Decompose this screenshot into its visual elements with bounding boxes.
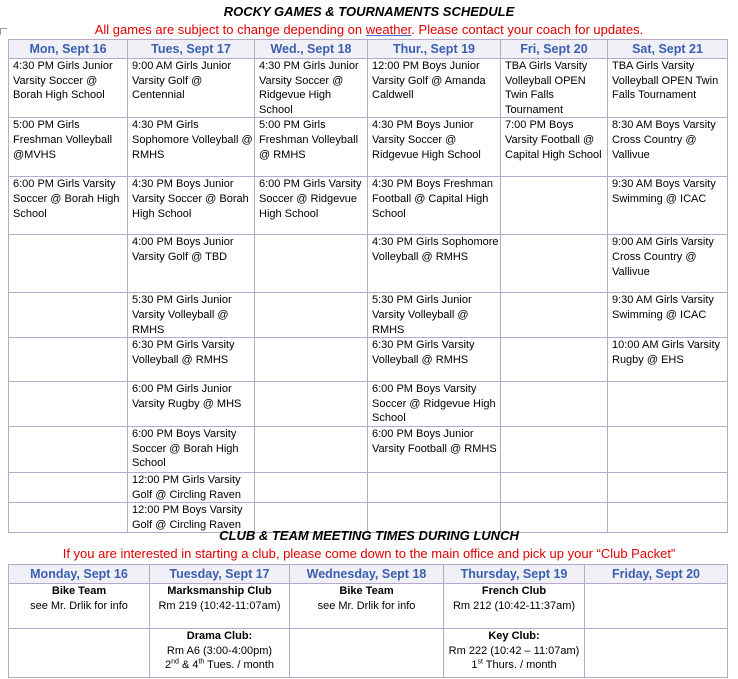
club-cell bbox=[290, 584, 444, 629]
schedule-row bbox=[9, 118, 728, 177]
games-schedule-table bbox=[8, 39, 728, 533]
schedule-row bbox=[9, 382, 728, 427]
game-cell bbox=[501, 472, 608, 502]
game-cell bbox=[255, 382, 368, 427]
club-name: Bike Team bbox=[339, 585, 394, 597]
club-cell bbox=[290, 629, 444, 678]
club-name: Drama Club: bbox=[186, 630, 253, 642]
schedule-row bbox=[9, 472, 728, 502]
game-cell bbox=[501, 235, 608, 293]
game-cell bbox=[501, 426, 608, 472]
clubs-row bbox=[9, 629, 728, 678]
game-cell bbox=[501, 177, 608, 235]
clubs-subtitle: If you are interested in starting a club, please come down to the main office and pick up your “Club Packet” bbox=[62, 546, 676, 561]
subtitle-link-word: weather bbox=[365, 22, 412, 37]
club-cell bbox=[9, 629, 150, 678]
game-cell: 5:00 PM Girls Freshman Volleyball @ RMHS bbox=[255, 118, 368, 177]
game-cell bbox=[368, 472, 501, 502]
schedule-subtitle bbox=[0, 22, 738, 37]
ordinal-number: & 4 bbox=[178, 659, 199, 671]
club-meetings-table bbox=[8, 564, 728, 678]
game-cell: 4:30 PM Girls Junior Varsity Soccer @ Ridgevue High School bbox=[255, 59, 368, 118]
club-day-header: Friday, Sept 20 bbox=[585, 565, 728, 584]
club-frequency bbox=[152, 658, 287, 673]
game-cell bbox=[608, 382, 728, 427]
schedule-row bbox=[9, 59, 728, 118]
game-cell: 6:00 PM Girls Varsity Soccer @ Ridgevue High School bbox=[255, 177, 368, 235]
schedule-header-row bbox=[9, 40, 728, 59]
game-cell: 9:00 AM Girls Varsity Cross Country @ Vallivue bbox=[608, 235, 728, 293]
game-cell: 4:30 PM Girls Sophomore Volleyball @ RMHS bbox=[128, 118, 255, 177]
clubs-header-row bbox=[9, 565, 728, 584]
game-cell bbox=[255, 293, 368, 338]
game-cell: 9:30 AM Girls Varsity Swimming @ ICAC bbox=[608, 293, 728, 338]
day-header: Mon, Sept 16 bbox=[9, 40, 128, 59]
subtitle-text-end: . Please contact your coach for updates. bbox=[411, 22, 644, 37]
schedule-row bbox=[9, 338, 728, 382]
club-detail: Rm A6 (3:00-4:00pm) bbox=[166, 644, 273, 657]
game-cell bbox=[608, 472, 728, 502]
game-cell: 12:00 PM Girls Varsity Golf @ Circling Raven bbox=[128, 472, 255, 502]
ordinal-number: 1 bbox=[471, 659, 478, 671]
game-cell bbox=[501, 293, 608, 338]
day-header: Fri, Sept 20 bbox=[501, 40, 608, 59]
game-cell: 12:00 PM Boys Junior Varsity Golf @ Amanda Caldwell bbox=[368, 59, 501, 118]
club-cell bbox=[9, 584, 150, 629]
club-day-header: Wednesday, Sept 18 bbox=[290, 565, 444, 584]
club-name: French Club bbox=[481, 585, 547, 597]
club-cell bbox=[150, 629, 290, 678]
schedule-row bbox=[9, 235, 728, 293]
game-cell: TBA Girls Varsity Volleyball OPEN Twin Falls Tournament bbox=[501, 59, 608, 118]
club-day-header: Thursday, Sept 19 bbox=[444, 565, 585, 584]
club-day-header: Tuesday, Sept 17 bbox=[150, 565, 290, 584]
game-cell bbox=[9, 338, 128, 382]
game-cell: 6:00 PM Boys Junior Varsity Football @ RMHS bbox=[368, 426, 501, 472]
ordinal-suffix: th bbox=[198, 658, 205, 666]
frequency-text: Tues. / month bbox=[204, 659, 275, 671]
game-cell: 8:30 AM Boys Varsity Cross Country @ Vallivue bbox=[608, 118, 728, 177]
game-cell bbox=[9, 472, 128, 502]
game-cell: 4:00 PM Boys Junior Varsity Golf @ TBD bbox=[128, 235, 255, 293]
game-cell: 9:30 AM Boys Varsity Swimming @ ICAC bbox=[608, 177, 728, 235]
club-name: Marksmanship Club bbox=[167, 585, 272, 597]
game-cell: 4:30 PM Boys Junior Varsity Soccer @ Ridgevue High School bbox=[368, 118, 501, 177]
game-cell: 6:00 PM Girls Junior Varsity Rugby @ MHS bbox=[128, 382, 255, 427]
schedule-row bbox=[9, 426, 728, 472]
club-day-header: Monday, Sept 16 bbox=[9, 565, 150, 584]
subtitle-text: All games are subject to change depending on bbox=[94, 22, 366, 37]
schedule-row bbox=[9, 293, 728, 338]
clubs-title: CLUB & TEAM MEETING TIMES DURING LUNCH bbox=[219, 528, 519, 543]
game-cell: 10:00 AM Girls Varsity Rugby @ EHS bbox=[608, 338, 728, 382]
club-detail: Rm 222 (10:42 – 11:07am) bbox=[448, 644, 580, 657]
game-cell: 5:30 PM Girls Junior Varsity Volleyball @ RMHS bbox=[128, 293, 255, 338]
club-cell bbox=[444, 629, 585, 678]
game-cell bbox=[255, 338, 368, 382]
game-cell: 9:00 AM Girls Junior Varsity Golf @ Centennial bbox=[128, 59, 255, 118]
club-cell bbox=[585, 584, 728, 629]
game-cell bbox=[9, 293, 128, 338]
game-cell: 6:00 PM Boys Varsity Soccer @ Ridgevue High School bbox=[368, 382, 501, 427]
game-cell: 6:00 PM Girls Varsity Soccer @ Borah High School bbox=[9, 177, 128, 235]
game-cell: 5:00 PM Girls Freshman Volleyball @MVHS bbox=[9, 118, 128, 177]
game-cell: TBA Girls Varsity Volleyball OPEN Twin Falls Tournament bbox=[608, 59, 728, 118]
clubs-row bbox=[9, 584, 728, 629]
game-cell bbox=[608, 426, 728, 472]
schedule-row bbox=[9, 177, 728, 235]
ordinal-number: 2 bbox=[164, 659, 172, 671]
day-header: Sat, Sept 21 bbox=[608, 40, 728, 59]
game-cell bbox=[9, 235, 128, 293]
game-cell: 6:30 PM Girls Varsity Volleyball @ RMHS bbox=[128, 338, 255, 382]
club-name: Key Club: bbox=[488, 630, 540, 642]
ordinal-suffix: st bbox=[477, 658, 483, 666]
game-cell: 6:30 PM Girls Varsity Volleyball @ RMHS bbox=[368, 338, 501, 382]
game-cell: 6:00 PM Boys Varsity Soccer @ Borah High School bbox=[128, 426, 255, 472]
game-cell: 4:30 PM Boys Freshman Football @ Capital High School bbox=[368, 177, 501, 235]
game-cell bbox=[9, 382, 128, 427]
schedule-title: ROCKY GAMES & TOURNAMENTS SCHEDULE bbox=[223, 4, 515, 19]
game-cell bbox=[501, 338, 608, 382]
game-cell: 4:30 PM Girls Junior Varsity Soccer @ Borah High School bbox=[9, 59, 128, 118]
club-cell bbox=[444, 584, 585, 629]
game-cell bbox=[255, 235, 368, 293]
game-cell: 4:30 PM Girls Sophomore Volleyball @ RMHS bbox=[368, 235, 501, 293]
club-detail: Rm 212 (10:42-11:37am) bbox=[452, 599, 576, 612]
club-cell bbox=[585, 629, 728, 678]
club-frequency bbox=[446, 658, 582, 673]
day-header: Wed., Sept 18 bbox=[255, 40, 368, 59]
day-header: Thur., Sept 19 bbox=[368, 40, 501, 59]
game-cell: 5:30 PM Girls Junior Varsity Volleyball @ RMHS bbox=[368, 293, 501, 338]
club-detail: see Mr. Drlik for info bbox=[30, 599, 128, 612]
game-cell bbox=[255, 426, 368, 472]
club-cell bbox=[150, 584, 290, 629]
club-detail: Rm 219 (10:42-11:07am) bbox=[158, 599, 281, 612]
ordinal-suffix: nd bbox=[171, 658, 179, 666]
game-cell bbox=[9, 426, 128, 472]
club-name: Bike Team bbox=[51, 585, 107, 597]
game-cell bbox=[501, 382, 608, 427]
game-cell: 4:30 PM Boys Junior Varsity Soccer @ Borah High School bbox=[128, 177, 255, 235]
game-cell: 7:00 PM Boys Varsity Football @ Capital High School bbox=[501, 118, 608, 177]
frequency-text: Thurs. / month bbox=[482, 659, 557, 671]
club-detail: see Mr. Drlik for info bbox=[317, 599, 416, 612]
day-header: Tues, Sept 17 bbox=[128, 40, 255, 59]
game-cell bbox=[255, 472, 368, 502]
game-cell: 12:00 PM Boys Varsity Golf @ Circling Raven bbox=[128, 503, 255, 533]
